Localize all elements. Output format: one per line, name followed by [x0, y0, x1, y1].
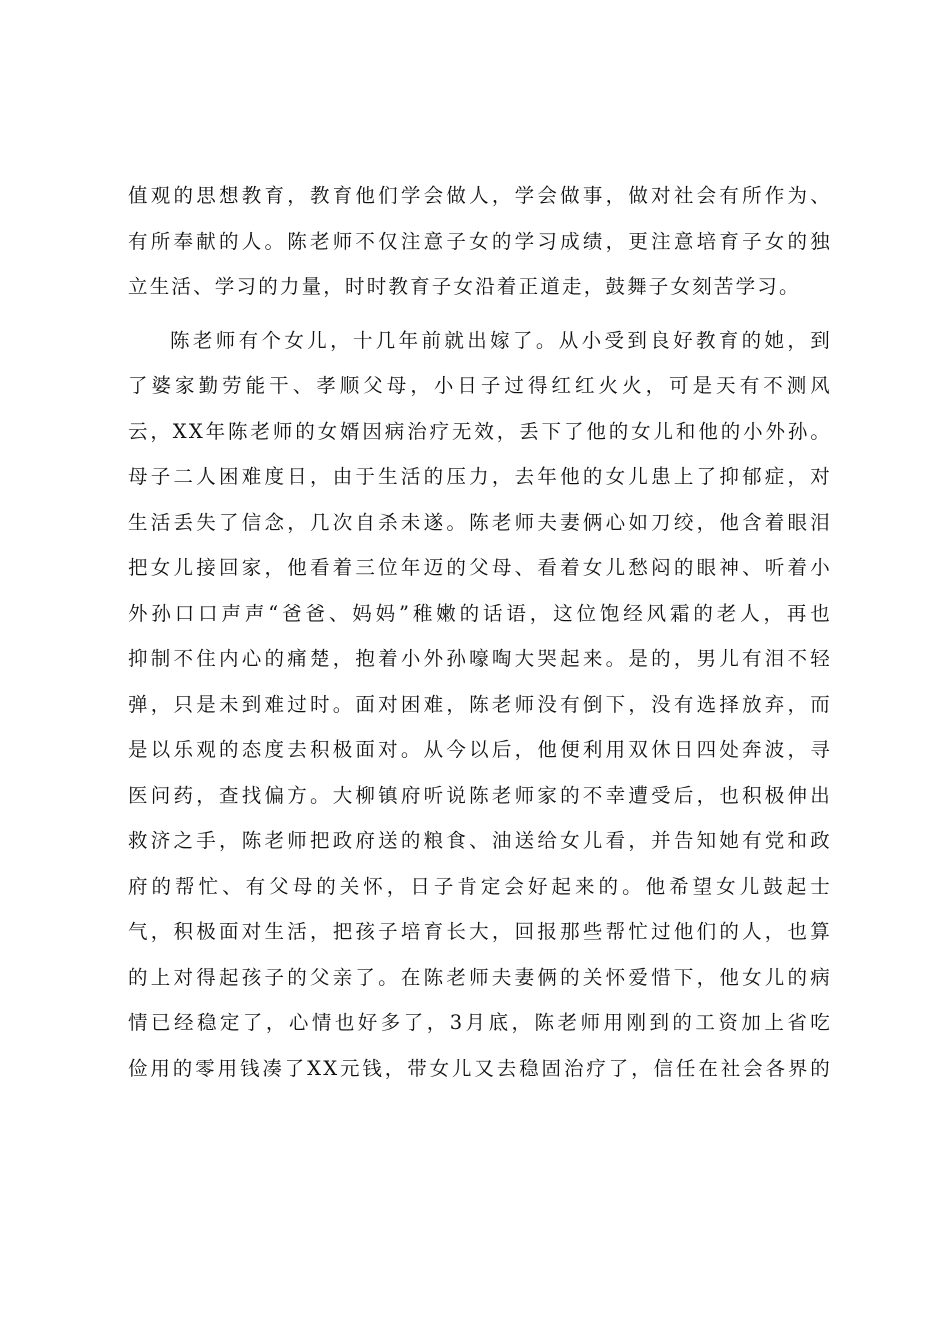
paragraph-line: 抑制不住内心的痛楚，抱着小外孙嚎啕大哭起来。是的，男儿有泪不轻 — [128, 647, 832, 670]
paragraph-line: 弹，只是未到难过时。面对困难，陈老师没有倒下，没有选择放弃，而 — [128, 692, 832, 716]
paragraph-line: 外孙口口声声“爸爸、妈妈”稚嫩的话语，这位饱经风霜的老人，再也 — [128, 601, 832, 625]
paragraph-line: 的上对得起孩子的父亲了。在陈老师夫妻俩的关怀爱惜下，他女儿的病 — [128, 965, 832, 989]
paragraph-1 — [128, 173, 832, 310]
paragraph-line: 府的帮忙、有父母的关怀，日子肯定会好起来的。他希望女儿鼓起士 — [128, 874, 832, 898]
paragraph-line: 值观的思想教育，教育他们学会做人，学会做事，做对社会有所作为、 — [128, 184, 832, 207]
paragraph-line: 陈老师有个女儿，十几年前就出嫁了。从小受到良好教育的她，到 — [170, 328, 832, 352]
paragraph-line: 了婆家勤劳能干、孝顺父母，小日子过得红红火火，可是天有不测风 — [128, 374, 832, 397]
paragraph-line: 云，XX年陈老师的女婿因病治疗无效，丢下了他的女儿和他的小外孙。 — [128, 419, 832, 443]
paragraph-line: 是以乐观的态度去积极面对。从今以后，他便利用双休日四处奔波，寻 — [128, 738, 832, 761]
paragraph-spacing — [128, 310, 832, 318]
paragraph-line: 情已经稳定了，心情也好多了，3月底，陈老师用刚到的工资加上省吃 — [128, 1011, 832, 1034]
paragraph-line: 气，积极面对生活，把孩子培育长大，回报那些帮忙过他们的人，也算 — [128, 920, 832, 943]
paragraph-line: 生活丢失了信念，几次自杀未遂。陈老师夫妻俩心如刀绞，他含着眼泪 — [128, 510, 832, 534]
paragraph-line: 立生活、学习的力量，时时教育子女沿着正道走，鼓舞子女刻苦学习。 — [128, 275, 801, 298]
document-body — [128, 173, 832, 1091]
paragraph-line: 救济之手，陈老师把政府送的粮食、油送给女儿看，并告知她有党和政 — [128, 829, 832, 852]
paragraph-line: 俭用的零用钱凑了XX元钱，带女儿又去稳固治疗了，信任在社会各界的 — [128, 1056, 832, 1080]
paragraph-line: 母子二人困难度日，由于生活的压力，去年他的女儿患上了抑郁症，对 — [128, 465, 832, 488]
paragraph-line: 有所奉献的人。陈老师不仅注意子女的学习成绩，更注意培育子女的独 — [128, 229, 832, 253]
paragraph-line: 医问药，查找偏方。大柳镇府听说陈老师家的不幸遭受后，也积极伸出 — [128, 783, 832, 807]
paragraph-line: 把女儿接回家，他看着三位年迈的父母、看着女儿愁闷的眼神、听着小 — [128, 556, 832, 579]
paragraph-2 — [128, 318, 832, 1092]
